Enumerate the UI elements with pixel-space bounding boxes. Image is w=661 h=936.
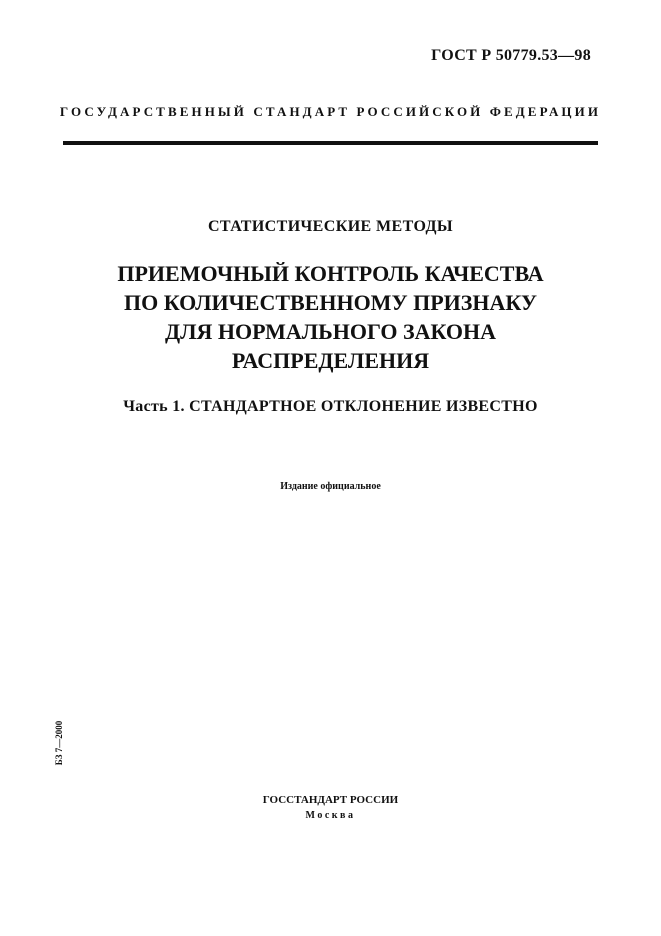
category-title: СТАТИСТИЧЕСКИЕ МЕТОДЫ <box>207 218 454 235</box>
main-title-line: РАСПРЕДЕЛЕНИЯ <box>231 348 430 373</box>
main-title <box>0 259 661 375</box>
part-title: Часть 1. СТАНДАРТНОЕ ОТКЛОНЕНИЕ ИЗВЕСТНО <box>123 398 538 415</box>
publisher: ГОССТАНДАРТ РОССИИ <box>262 794 399 806</box>
header-divider <box>63 141 598 145</box>
main-title-line: ДЛЯ НОРМАЛЬНОГО ЗАКОНА <box>164 319 497 344</box>
publication-city: Москва <box>305 810 356 821</box>
side-code: БЗ 7—2000 <box>54 720 64 766</box>
main-title-line: ПО КОЛИЧЕСТВЕННОМУ ПРИЗНАКУ <box>123 290 538 315</box>
state-standard-heading: ГОСУДАРСТВЕННЫЙ СТАНДАРТ РОССИЙСКОЙ ФЕДЕРАЦИИ <box>59 104 602 119</box>
document-number: ГОСТ Р 50779.53—98 <box>431 47 591 64</box>
edition-note: Издание официальное <box>280 481 381 492</box>
main-title-line: ПРИЕМОЧНЫЙ КОНТРОЛЬ КАЧЕСТВА <box>117 261 544 286</box>
